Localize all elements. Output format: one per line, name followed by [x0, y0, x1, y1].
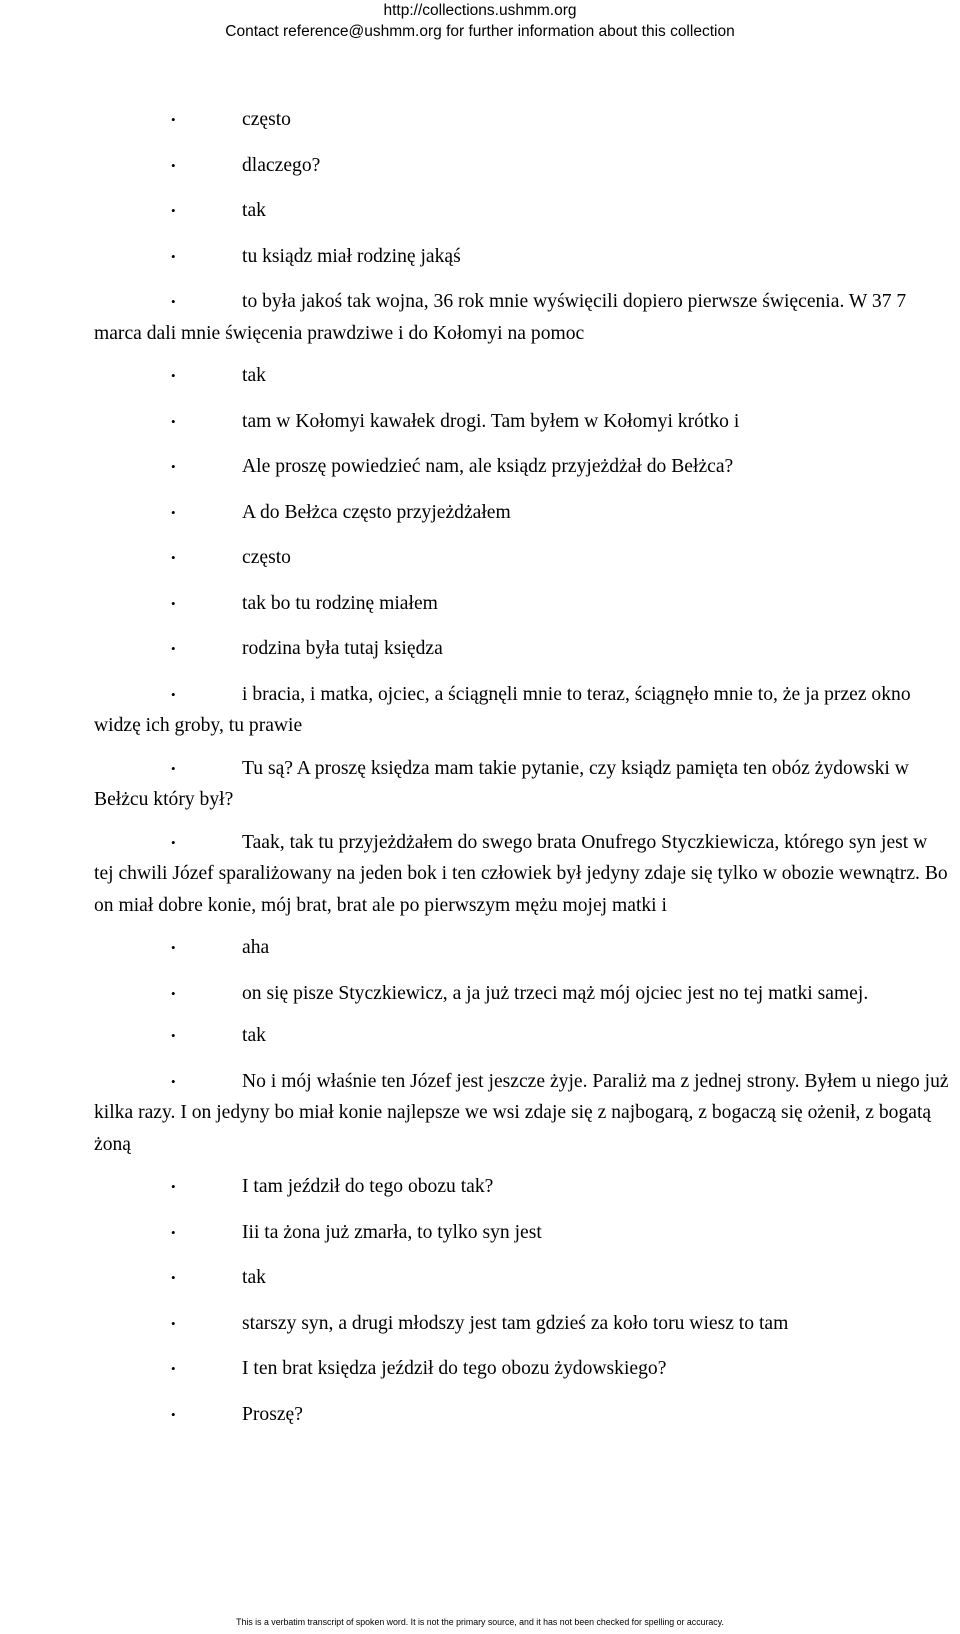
- bullet-icon: •: [171, 686, 176, 702]
- transcript-body: [94, 104, 950, 1444]
- transcript-paragraph: [94, 753, 950, 816]
- bullet-icon: •: [171, 1073, 176, 1089]
- transcript-paragraph: [94, 932, 950, 964]
- paragraph-text: tak: [242, 1267, 266, 1288]
- contact-line: Contact reference@ushmm.org for further information about this collection: [225, 23, 735, 40]
- paragraph-text: tak: [242, 365, 266, 386]
- paragraph-text: często: [242, 547, 291, 568]
- bullet-icon: •: [171, 550, 176, 565]
- transcript-paragraph: [94, 633, 950, 665]
- bullet-icon: •: [171, 595, 176, 611]
- bullet-icon: •: [171, 1028, 176, 1043]
- transcript-paragraph: [94, 360, 950, 392]
- paragraph-text: tak: [242, 1025, 266, 1046]
- paragraph-text: Iii ta żona już zmarła, to tylko syn jest: [242, 1221, 542, 1243]
- transcript-paragraph: [94, 588, 950, 620]
- transcript-paragraph: [94, 497, 950, 529]
- paragraph-text: rodzina była tutaj księdza: [242, 638, 443, 659]
- bullet-icon: •: [171, 459, 176, 474]
- transcript-paragraph: [94, 150, 950, 182]
- paragraph-text: No i mój właśnie ten Józef jest jeszcze żyje. Paraliż ma z jednej strony. Byłem u niego już kilka razy. I on jedyny bo miał konie najlepsze we wsi zdaje się z najbogarą, z bogaczą się ożenił, z bogatą żoną: [94, 1070, 949, 1155]
- transcript-paragraph: [94, 1171, 950, 1203]
- transcript-paragraph: [94, 1262, 950, 1294]
- transcript-paragraph: [94, 1399, 950, 1431]
- paragraph-text: Proszę?: [242, 1403, 303, 1425]
- page-header: [0, 0, 960, 42]
- transcript-paragraph: [94, 1066, 950, 1161]
- paragraph-text: Taak, tak tu przyjeżdżałem do swego brata Onufrego Styczkiewicza, którego syn jest w tej chwili Józef sparaliżowany na jeden bok i ten człowiek był jedyny zdaje się tylko w obozie wewnątrz. Bo on miał dobre konie, mój brat, brat ale po pierwszym mężu mojej matki i: [94, 831, 948, 916]
- paragraph-text: I tam jeździł do tego obozu tak?: [242, 1176, 494, 1197]
- paragraph-text: I ten brat księdza jeździł do tego obozu żydowskiego?: [242, 1358, 667, 1379]
- paragraph-text: to była jakoś tak wojna, 36 rok mnie wyświęcili dopiero pierwsze święcenia. W 37 7 marca dali mnie święcenia prawdziwe i do Kołomyi na pomoc: [94, 291, 907, 344]
- bullet-icon: •: [171, 413, 176, 429]
- transcript-paragraph: [94, 542, 950, 574]
- paragraph-text: tak bo tu rodzinę miałem: [242, 592, 438, 614]
- paragraph-text: i bracia, i matka, ojciec, a ściągnęli mnie to teraz, ściągnęło mnie to, że ja przez okno widzę ich groby, tu prawie: [94, 683, 911, 736]
- paragraph-text: często: [242, 109, 291, 130]
- transcript-paragraph: [94, 827, 950, 922]
- transcript-paragraph: [94, 406, 950, 438]
- bullet-icon: •: [171, 368, 176, 383]
- disclaimer-footer: This is a verbatim transcript of spoken word. It is not the primary source, and it has not been checked for spelling or accuracy.: [236, 1617, 724, 1627]
- bullet-icon: •: [171, 641, 176, 656]
- paragraph-text: tu ksiądz miał rodzinę jakąś: [242, 245, 461, 267]
- paragraph-text: tam w Kołomyi kawałek drogi. Tam byłem w Kołomyi krótko i: [242, 410, 740, 432]
- bullet-icon: •: [171, 1315, 176, 1331]
- bullet-icon: •: [171, 834, 176, 850]
- bullet-icon: •: [171, 940, 176, 955]
- bullet-icon: •: [171, 760, 176, 776]
- transcript-paragraph: [94, 195, 950, 227]
- paragraph-text: tak: [242, 200, 266, 221]
- paragraph-text: aha: [242, 937, 270, 958]
- paragraph-text: dlaczego?: [242, 154, 321, 176]
- bullet-icon: •: [171, 1406, 176, 1422]
- bullet-icon: •: [171, 157, 176, 173]
- transcript-paragraph: [94, 451, 950, 483]
- transcript-paragraph: [94, 241, 950, 273]
- bullet-icon: •: [171, 1179, 176, 1194]
- bullet-icon: •: [171, 203, 176, 218]
- bullet-icon: •: [171, 1270, 176, 1285]
- transcript-paragraph: [94, 286, 950, 349]
- paragraph-text: A do Bełżca często przyjeżdżałem: [242, 501, 511, 523]
- bullet-icon: •: [171, 504, 176, 520]
- transcript-paragraph: [94, 104, 950, 136]
- bullet-icon: •: [171, 1224, 176, 1240]
- bullet-icon: •: [171, 1361, 176, 1376]
- transcript-paragraph: [94, 1217, 950, 1249]
- transcript-paragraph: [94, 1353, 950, 1385]
- paragraph-text: Tu są? A proszę księdza mam takie pytanie, czy ksiądz pamięta ten obóz żydowski w Bełżcu który był?: [94, 757, 909, 810]
- collection-url[interactable]: http://collections.ushmm.org: [383, 2, 577, 19]
- bullet-icon: •: [171, 294, 176, 309]
- transcript-paragraph: [94, 1308, 950, 1340]
- bullet-icon: •: [171, 248, 176, 264]
- paragraph-text: on się pisze Styczkiewicz, a ja już trzeci mąż mój ojciec jest no tej matki samej.: [242, 982, 869, 1004]
- paragraph-text: Ale proszę powiedzieć nam, ale ksiądz przyjeżdżał do Bełżca?: [242, 456, 734, 477]
- paragraph-text: starszy syn, a drugi młodszy jest tam gdzieś za koło toru wiesz to tam: [242, 1312, 789, 1334]
- transcript-paragraph: [94, 978, 950, 1010]
- transcript-paragraph: [94, 679, 950, 742]
- bullet-icon: •: [171, 985, 176, 1001]
- bullet-icon: •: [171, 112, 176, 127]
- transcript-paragraph: [94, 1020, 950, 1052]
